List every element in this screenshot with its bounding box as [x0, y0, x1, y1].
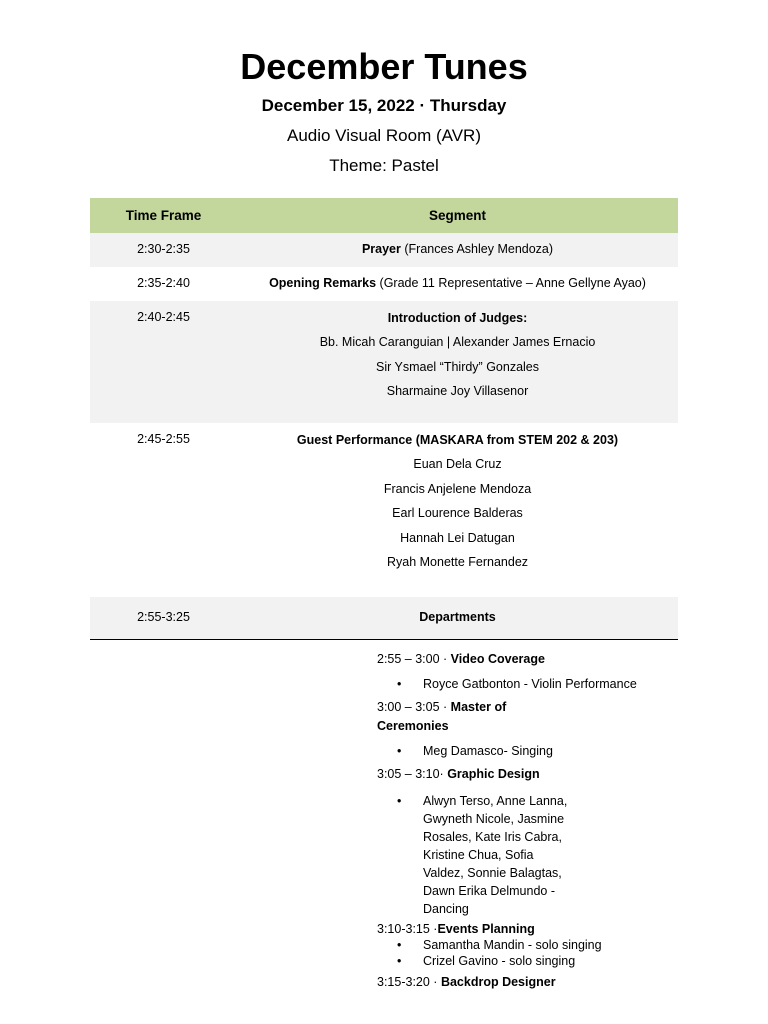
- performer-name: Hannah Lei Datugan: [400, 530, 515, 545]
- segment-title: Prayer: [361, 242, 401, 256]
- event-theme: Theme: Pastel: [329, 156, 439, 175]
- list-item: • Samantha Mandin - solo singing: [377, 937, 677, 953]
- dept-performers: [377, 675, 677, 693]
- list-item: • Alwyn Terso, Anne Lanna, Gwyneth Nicole, Jasmine Rosales, Kate Iris Cabra, Kristine Chua, Sofia Valdez, Sonnie Balagtas, Dawn Erika Delmundo - Dancing: [377, 792, 677, 918]
- table-row: [90, 267, 678, 301]
- segment-title: Opening Remarks: [269, 276, 377, 290]
- performer-name: Ryah Monette Fernandez: [386, 555, 529, 569]
- departments-list: [377, 650, 677, 992]
- list-item: • Royce Gatbonton - Violin Performance: [377, 675, 677, 693]
- row-time: 2:40-2:45: [137, 310, 190, 324]
- segment-detail: (Frances Ashley Mendoza): [400, 242, 554, 256]
- row-segment: [237, 423, 678, 597]
- row-time: 2:55-3:25: [137, 610, 190, 624]
- header-segment: Segment: [428, 208, 486, 223]
- dept-slot: 3:10-3:15 ·Events Planning: [377, 922, 535, 936]
- list-item: • Crizel Gavino - solo singing: [377, 953, 677, 969]
- row-time: 2:35-2:40: [137, 276, 190, 290]
- dept-performers: [377, 792, 677, 918]
- segment-title: Guest Performance (MASKARA from STEM 202 & 203): [296, 433, 619, 447]
- event-date: December 15, 2022 · Thursday: [261, 96, 507, 115]
- performer-name: Earl Lourence Balderas: [392, 506, 523, 520]
- segment-detail: (Grade 11 Representative – Anne Gellyne Ayao): [376, 276, 646, 290]
- list-item: • Meg Damasco- Singing: [377, 742, 677, 760]
- table-header: [90, 198, 678, 233]
- performer-name: Euan Dela Cruz: [413, 457, 502, 471]
- judge-name: Sir Ysmael “Thirdy” Gonzales: [375, 359, 539, 374]
- segment-title: Departments: [419, 610, 496, 624]
- row-segment: [237, 233, 678, 267]
- event-venue: Audio Visual Room (AVR): [286, 126, 481, 145]
- judge-name: Bb. Micah Caranguian | Alexander James Ernacio: [319, 335, 596, 349]
- dept-slot: 3:05 – 3:10· Graphic Design: [377, 767, 540, 781]
- row-time: 2:45-2:55: [137, 432, 190, 446]
- table-row: [90, 423, 678, 597]
- page-title: December Tunes: [240, 46, 528, 87]
- table-row: [90, 597, 678, 640]
- judge-name: Sharmaine Joy Villasenor: [386, 384, 529, 398]
- table-row: [90, 233, 678, 267]
- header-time-frame: Time Frame: [125, 208, 202, 223]
- row-segment: [237, 597, 678, 640]
- table-row: [90, 301, 678, 423]
- dept-slot: 2:55 – 3:00 · Video Coverage: [377, 652, 545, 666]
- row-segment: [237, 301, 678, 423]
- program-table: [90, 198, 678, 640]
- table-divider: [90, 639, 678, 640]
- dept-performers: [377, 937, 677, 969]
- row-segment: [237, 267, 678, 301]
- dept-slot: 3:00 – 3:05 · Master of Ceremonies: [377, 700, 507, 733]
- segment-title: Introduction of Judges:: [387, 311, 528, 325]
- dept-slot: 3:15-3:20 · Backdrop Designer: [377, 975, 556, 989]
- dept-performers: [377, 742, 677, 760]
- performer-name: Francis Anjelene Mendoza: [383, 481, 532, 496]
- row-time: 2:30-2:35: [137, 242, 190, 256]
